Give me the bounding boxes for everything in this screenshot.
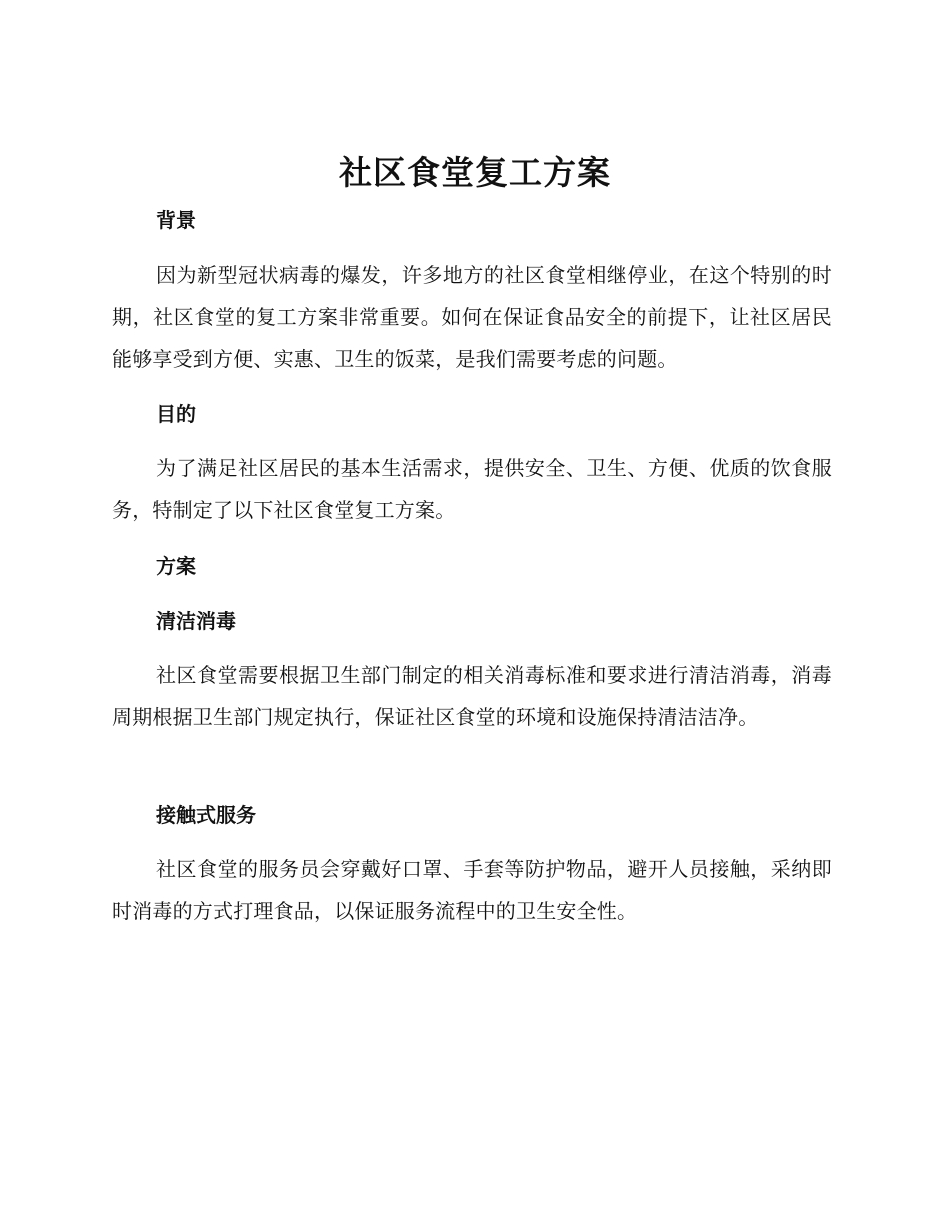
- document-title: 社区食堂复工方案: [339, 153, 611, 192]
- section-paragraph-purpose: 为了满足社区居民的基本生活需求，提供安全、卫生、方便、优质的饮食服务，特制定了以下社区食堂复工方案。: [112, 456, 832, 522]
- section-heading-contact-service: 接触式服务: [156, 803, 256, 827]
- section-heading-purpose: 目的: [156, 402, 196, 426]
- section-paragraph-contact-service: 社区食堂的服务员会穿戴好口罩、手套等防护物品，避开人员接触，采纳即时消毒的方式打理食品，以保证服务流程中的卫生安全性。: [112, 857, 832, 923]
- section-heading-cleaning: 清洁消毒: [156, 609, 236, 633]
- section-heading-background: 背景: [156, 208, 196, 232]
- section-paragraph-background: 因为新型冠状病毒的爆发，许多地方的社区食堂相继停业，在这个特别的时期，社区食堂的复工方案非常重要。如何在保证食品安全的前提下，让社区居民能够享受到方便、实惠、卫生的饭菜，是我们需要考虑的问题。: [112, 263, 832, 371]
- section-heading-plan: 方案: [156, 554, 196, 578]
- section-paragraph-cleaning: 社区食堂需要根据卫生部门制定的相关消毒标准和要求进行清洁消毒，消毒周期根据卫生部门规定执行，保证社区食堂的环境和设施保持清洁洁净。: [112, 663, 832, 729]
